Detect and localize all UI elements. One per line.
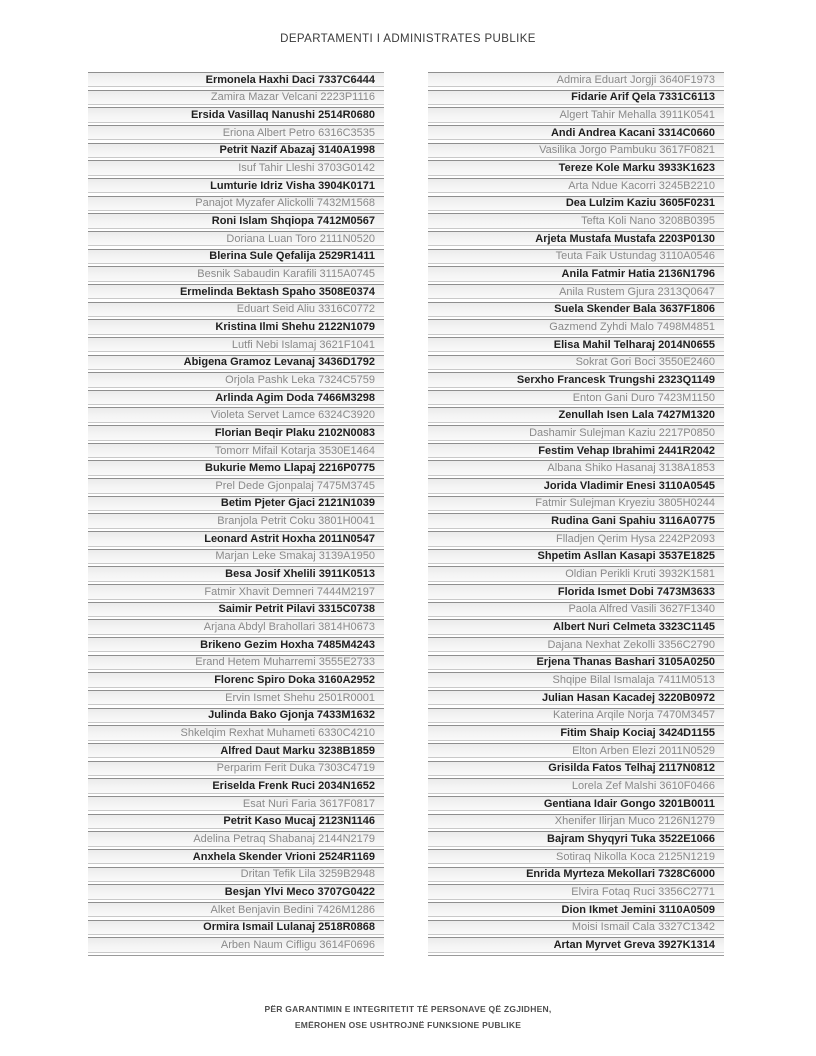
list-item [428,708,724,726]
person-entry: Flladjen Qerim Hysa 2242P2093 [428,531,724,546]
list-item [88,690,384,708]
person-entry: Eriona Albert Petro 6316C3535 [88,125,384,140]
person-entry: Zenullah Isen Lala 7427M1320 [428,407,724,422]
list-item [88,513,384,531]
list-item [428,425,724,443]
list-item [88,337,384,355]
list-item [428,602,724,620]
list-item [88,231,384,249]
list-item [88,672,384,690]
list-item [428,884,724,902]
list-item [88,90,384,108]
person-entry: Fatmir Sulejman Kryeziu 3805H0244 [428,496,724,511]
person-entry: Alket Benjavin Bedini 7426M1286 [88,902,384,917]
list-item [88,249,384,267]
list-item [428,143,724,161]
list-item [88,920,384,938]
list-item [88,302,384,320]
person-entry: Vasilika Jorgo Pambuku 3617F0821 [428,143,724,158]
person-entry: Betim Pjeter Gjaci 2121N1039 [88,496,384,511]
list-item [428,937,724,955]
person-entry: Brikeno Gezim Hoxha 7485M4243 [88,637,384,652]
person-entry: Arlinda Agim Doda 7466M3298 [88,390,384,405]
person-entry: Sokrat Gori Boci 3550E2460 [428,355,724,370]
person-entry: Artan Myrvet Greva 3927K1314 [428,937,724,952]
person-entry: Anila Rustem Gjura 2313Q0647 [428,284,724,299]
list-item [428,90,724,108]
list-item [88,831,384,849]
list-item [428,319,724,337]
person-entry: Florenc Spiro Doka 3160A2952 [88,672,384,687]
list-item [88,266,384,284]
person-entry: Isuf Tahir Lleshi 3703G0142 [88,160,384,175]
footer-line-2: EMËROHEN OSE USHTROJNË FUNKSIONE PUBLIKE [294,1020,522,1030]
list-item [428,107,724,125]
list-item [88,372,384,390]
person-entry: Marjan Leke Smakaj 3139A1950 [88,549,384,564]
list-item [88,478,384,496]
list-item [88,796,384,814]
list-item [88,125,384,143]
person-entry: Tefta Koli Nano 3208B0395 [428,213,724,228]
list-item [88,213,384,231]
person-entry: Eduart Seid Aliu 3316C0772 [88,302,384,317]
list-item [428,867,724,885]
person-entry: Saimir Petrit Pilavi 3315C0738 [88,602,384,617]
person-entry: Zamira Mazar Velcani 2223P1116 [88,90,384,105]
list-item [88,443,384,461]
person-entry: Arjeta Mustafa Mustafa 2203P0130 [428,231,724,246]
person-entry: Kristina Ilmi Shehu 2122N1079 [88,319,384,334]
person-entry: Ermonela Haxhi Daci 7337C6444 [88,72,384,87]
person-entry: Dion Ikmet Jemini 3110A0509 [428,902,724,917]
list-item [428,778,724,796]
list-item [428,725,724,743]
page-title: DEPARTAMENTI I ADMINISTRATES PUBLIKE [280,33,536,45]
person-entry: Prel Dede Gjonpalaj 7475M3745 [88,478,384,493]
list-item [428,619,724,637]
name-list-left-column [88,72,384,956]
person-entry: Dea Lulzim Kaziu 3605F0231 [428,196,724,211]
person-entry: Roni Islam Shqiopa 7412M0567 [88,213,384,228]
list-item [428,496,724,514]
list-item [428,72,724,90]
list-item [88,902,384,920]
list-item [428,249,724,267]
person-entry: Blerina Sule Qefalija 2529R1411 [88,249,384,264]
person-entry: Fitim Shaip Kociaj 3424D1155 [428,725,724,740]
list-item [428,390,724,408]
person-entry: Fidarie Arif Qela 7331C6113 [428,90,724,105]
person-entry: Ersida Vasillaq Nanushi 2514R0680 [88,107,384,122]
list-item [88,425,384,443]
person-entry: Andi Andrea Kacani 3314C0660 [428,125,724,140]
person-entry: Albana Shiko Hasanaj 3138A1853 [428,460,724,475]
list-item [428,531,724,549]
person-entry: Shqipe Bilal Ismalaja 7411M0513 [428,672,724,687]
list-item [428,372,724,390]
person-entry: Xhenifer Ilirjan Muco 2126N1279 [428,814,724,829]
list-item [88,743,384,761]
person-entry: Panajot Myzafer Alickolli 7432M1568 [88,196,384,211]
person-entry: Arjana Abdyl Brahollari 3814H0673 [88,619,384,634]
person-entry: Shpetim Asllan Kasapi 3537E1825 [428,549,724,564]
person-entry: Petrit Kaso Mucaj 2123N1146 [88,814,384,829]
person-entry: Lutfi Nebi Islamaj 3621F1041 [88,337,384,352]
person-entry: Lumturie Idriz Visha 3904K0171 [88,178,384,193]
footer-line-1: PËR GARANTIMIN E INTEGRITETIT TË PERSONAVE QË ZGJIDHEN, [264,1004,552,1014]
list-item [428,213,724,231]
list-item [88,407,384,425]
list-item [428,584,724,602]
person-entry: Bukurie Memo Llapaj 2216P0775 [88,460,384,475]
person-entry: Arben Naum Cifligu 3614F0696 [88,937,384,952]
footer-note [0,1001,816,1033]
person-entry: Besjan Ylvi Meco 3707G0422 [88,884,384,899]
list-item [428,266,724,284]
person-entry: Teuta Faik Ustundag 3110A0546 [428,249,724,264]
list-item [88,708,384,726]
list-item [428,761,724,779]
list-item [428,337,724,355]
person-entry: Ermelinda Bektash Spaho 3508E0374 [88,284,384,299]
person-entry: Doriana Luan Toro 2111N0520 [88,231,384,246]
person-entry: Erjena Thanas Bashari 3105A0250 [428,655,724,670]
list-item [428,690,724,708]
person-entry: Erand Hetem Muharremi 3555E2733 [88,655,384,670]
list-item [88,160,384,178]
list-item [88,814,384,832]
person-entry: Suela Skender Bala 3637F1806 [428,302,724,317]
person-entry: Florian Beqir Plaku 2102N0083 [88,425,384,440]
list-item [428,160,724,178]
person-entry: Abigena Gramoz Levanaj 3436D1792 [88,355,384,370]
list-item [88,355,384,373]
list-item [428,178,724,196]
person-entry: Grisilda Fatos Telhaj 2117N0812 [428,761,724,776]
person-entry: Tomorr Mifail Kotarja 3530E1464 [88,443,384,458]
person-entry: Algert Tahir Mehalla 3911K0541 [428,107,724,122]
list-item [88,867,384,885]
person-entry: Katerina Arqile Norja 7470M3457 [428,708,724,723]
person-entry: Eriselda Frenk Ruci 2034N1652 [88,778,384,793]
person-entry: Tereze Kole Marku 3933K1623 [428,160,724,175]
list-item [428,672,724,690]
person-entry: Lorela Zef Malshi 3610F0466 [428,778,724,793]
list-item [428,831,724,849]
person-entry: Orjola Pashk Leka 7324C5759 [88,372,384,387]
person-entry: Petrit Nazif Abazaj 3140A1998 [88,143,384,158]
person-entry: Anila Fatmir Hatia 2136N1796 [428,266,724,281]
list-item [88,602,384,620]
list-item [428,125,724,143]
person-entry: Violeta Servet Lamce 6324C3920 [88,407,384,422]
list-item [88,725,384,743]
person-entry: Enton Gani Duro 7423M1150 [428,390,724,405]
list-item [88,566,384,584]
person-entry: Dajana Nexhat Zekolli 3356C2790 [428,637,724,652]
person-entry: Besa Josif Xhelili 3911K0513 [88,566,384,581]
person-entry: Dashamir Sulejman Kaziu 2217P0850 [428,425,724,440]
list-item [428,549,724,567]
person-entry: Alfred Daut Marku 3238B1859 [88,743,384,758]
list-item [88,390,384,408]
person-entry: Fatmir Xhavit Demneri 7444M2197 [88,584,384,599]
list-item [88,72,384,90]
list-item [88,584,384,602]
person-entry: Julian Hasan Kacadej 3220B0972 [428,690,724,705]
list-item [88,655,384,673]
list-item [88,460,384,478]
list-item [428,407,724,425]
person-entry: Adelina Petraq Shabanaj 2144N2179 [88,831,384,846]
person-entry: Festim Vehap Ibrahimi 2441R2042 [428,443,724,458]
list-item [88,531,384,549]
list-item [428,637,724,655]
list-item [428,920,724,938]
list-item [428,902,724,920]
name-list-right-column [428,72,724,956]
person-entry: Bajram Shyqyri Tuka 3522E1066 [428,831,724,846]
person-entry: Serxho Francesk Trungshi 2323Q1149 [428,372,724,387]
list-item [88,778,384,796]
person-entry: Florida Ismet Dobi 7473M3633 [428,584,724,599]
person-entry: Paola Alfred Vasili 3627F1340 [428,602,724,617]
person-entry: Moisi Ismail Cala 3327C1342 [428,920,724,935]
list-item [88,937,384,955]
list-item [88,319,384,337]
list-item [428,743,724,761]
person-entry: Gazmend Zyhdi Malo 7498M4851 [428,319,724,334]
person-entry: Dritan Tefik Lila 3259B2948 [88,867,384,882]
list-item [428,231,724,249]
person-entry: Albert Nuri Celmeta 3323C1145 [428,619,724,634]
person-entry: Ervin Ismet Shehu 2501R0001 [88,690,384,705]
person-entry: Enrida Myrteza Mekollari 7328C6000 [428,867,724,882]
person-entry: Ormira Ismail Lulanaj 2518R0868 [88,920,384,935]
list-item [428,478,724,496]
list-item [88,107,384,125]
list-item [88,496,384,514]
list-item [428,302,724,320]
list-item [88,761,384,779]
list-item [88,178,384,196]
person-entry: Anxhela Skender Vrioni 2524R1169 [88,849,384,864]
list-item [428,443,724,461]
person-entry: Shkelqim Rexhat Muhameti 6330C4210 [88,725,384,740]
person-entry: Elton Arben Elezi 2011N0529 [428,743,724,758]
list-item [428,196,724,214]
person-entry: Perparim Ferit Duka 7303C4719 [88,761,384,776]
person-entry: Besnik Sabaudin Karafili 3115A0745 [88,266,384,281]
person-entry: Gentiana Idair Gongo 3201B0011 [428,796,724,811]
list-item [428,814,724,832]
list-item [88,637,384,655]
list-item [428,796,724,814]
person-entry: Julinda Bako Gjonja 7433M1632 [88,708,384,723]
person-entry: Esat Nuri Faria 3617F0817 [88,796,384,811]
list-item [88,549,384,567]
person-entry: Elvira Fotaq Ruci 3356C2771 [428,884,724,899]
list-item [428,460,724,478]
list-item [88,143,384,161]
person-entry: Jorida Vladimir Enesi 3110A0545 [428,478,724,493]
list-item [88,284,384,302]
list-item [88,196,384,214]
list-item [88,619,384,637]
person-entry: Leonard Astrit Hoxha 2011N0547 [88,531,384,546]
list-item [88,884,384,902]
person-entry: Arta Ndue Kacorri 3245B2210 [428,178,724,193]
list-item [428,284,724,302]
person-entry: Elisa Mahil Telharaj 2014N0655 [428,337,724,352]
list-item [428,513,724,531]
person-entry: Branjola Petrit Coku 3801H0041 [88,513,384,528]
person-entry: Admira Eduart Jorgji 3640F1973 [428,72,724,87]
list-item [428,849,724,867]
list-item [88,849,384,867]
person-entry: Rudina Gani Spahiu 3116A0775 [428,513,724,528]
person-entry: Oldian Perikli Kruti 3932K1581 [428,566,724,581]
list-item [428,566,724,584]
list-item [428,655,724,673]
list-item [428,355,724,373]
person-entry: Sotiraq Nikolla Koca 2125N1219 [428,849,724,864]
